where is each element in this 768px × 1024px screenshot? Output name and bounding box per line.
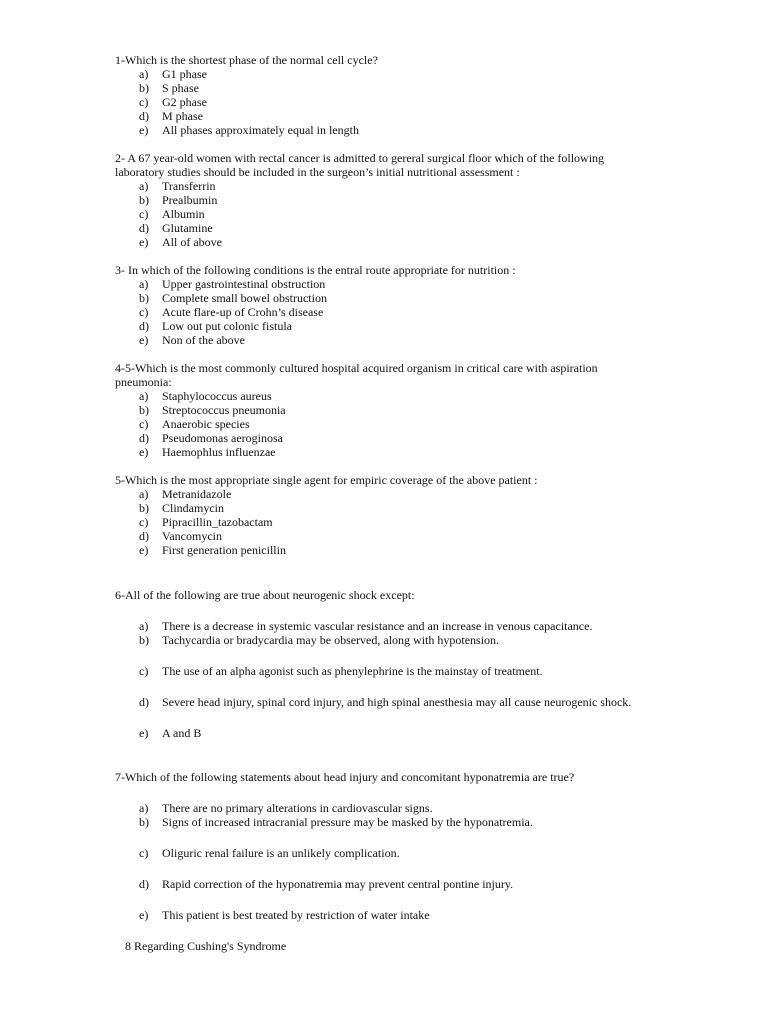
option-letter: d): [139, 431, 149, 445]
option-text: Low out put colonic fistula: [162, 319, 292, 333]
option-text: Albumin: [162, 207, 205, 221]
option-text: G2 phase: [162, 95, 207, 109]
option-text: Anaerobic species: [162, 417, 250, 431]
option-letter: c): [139, 664, 149, 678]
question-1: [115, 53, 655, 137]
option-text: M phase: [162, 109, 203, 123]
option-text: Haemophlus influenzae: [162, 445, 276, 459]
option-letter: a): [139, 619, 149, 633]
option-5d: [115, 529, 655, 543]
question-2: [115, 151, 655, 249]
option-letter: b): [139, 291, 149, 305]
option-text: Oliguric renal failure is an unlikely complication.: [162, 846, 400, 860]
question-4-5: [115, 361, 655, 459]
option-text: Acute flare-up of Crohn’s disease: [162, 305, 324, 319]
option-4a: [115, 389, 655, 403]
option-letter: c): [139, 95, 149, 109]
option-6d: [115, 695, 655, 709]
question-6: [115, 588, 655, 740]
option-2d: [115, 221, 655, 235]
question-3: [115, 263, 655, 347]
option-3a: [115, 277, 655, 291]
question-8-stem: 8 Regarding Cushing's Syndrome: [125, 939, 287, 953]
question-6-stem: 6-All of the following are true about neurogenic shock except:: [115, 588, 415, 602]
option-letter: a): [139, 801, 149, 815]
option-1e: [115, 123, 655, 137]
option-text: Prealbumin: [162, 193, 218, 207]
option-letter: a): [139, 277, 149, 291]
option-5e: [115, 543, 655, 557]
question-1-stem: 1-Which is the shortest phase of the normal cell cycle?: [115, 53, 378, 67]
option-3d: [115, 319, 655, 333]
option-2c: [115, 207, 655, 221]
option-letter: b): [139, 193, 149, 207]
option-3e: [115, 333, 655, 347]
option-text: Streptococcus pneumonia: [162, 403, 286, 417]
option-6e: [115, 726, 655, 740]
option-letter: c): [139, 417, 149, 431]
option-text: All of above: [162, 235, 222, 249]
option-letter: e): [139, 235, 149, 249]
option-7b: [115, 815, 655, 829]
option-5a: [115, 487, 655, 501]
option-letter: e): [139, 123, 149, 137]
option-6c: [115, 664, 655, 678]
option-text: Clindamycin: [162, 501, 224, 515]
option-4e: [115, 445, 655, 459]
option-7e: [115, 908, 655, 922]
option-text: There are no primary alterations in cardiovascular signs.: [162, 801, 433, 815]
option-4c: [115, 417, 655, 431]
option-letter: c): [139, 846, 149, 860]
option-4d: [115, 431, 655, 445]
option-letter: d): [139, 877, 149, 891]
option-3b: [115, 291, 655, 305]
option-letter: e): [139, 445, 149, 459]
option-text: Vancomycin: [162, 529, 222, 543]
option-letter: e): [139, 908, 149, 922]
option-text: The use of an alpha agonist such as phenylephrine is the mainstay of treatment.: [162, 664, 543, 678]
option-letter: b): [139, 633, 149, 647]
option-letter: a): [139, 487, 149, 501]
option-letter: b): [139, 81, 149, 95]
option-text: Severe head injury, spinal cord injury, and high spinal anesthesia may all cause neurogenic shock.: [162, 695, 632, 709]
option-letter: d): [139, 695, 149, 709]
option-letter: d): [139, 221, 149, 235]
option-text: Transferrin: [162, 179, 216, 193]
option-letter: b): [139, 501, 149, 515]
option-1d: [115, 109, 655, 123]
question-7-stem: 7-Which of the following statements about head injury and concomitant hyponatremia are true?: [115, 770, 575, 784]
question-3-stem: 3- In which of the following conditions is the entral route appropriate for nutrition :: [115, 263, 516, 277]
option-text: Staphylococcus aureus: [162, 389, 272, 403]
option-letter: e): [139, 333, 149, 347]
option-text: There is a decrease in systemic vascular resistance and an increase in venous capacitance.: [162, 619, 593, 633]
option-4b: [115, 403, 655, 417]
question-4-5-stem: 4-5-Which is the most commonly cultured hospital acquired organism in critical care with aspiration pneumonia:: [115, 361, 598, 389]
option-letter: c): [139, 305, 149, 319]
option-letter: e): [139, 543, 149, 557]
option-text: Signs of increased intracranial pressure may be masked by the hyponatremia.: [162, 815, 533, 829]
option-1a: [115, 67, 655, 81]
option-text: Tachycardia or bradycardia may be observed, along with hypotension.: [162, 633, 500, 647]
option-text: First generation penicillin: [162, 543, 286, 557]
option-text: All phases approximately equal in length: [162, 123, 359, 137]
option-6b: [115, 633, 655, 647]
option-5b: [115, 501, 655, 515]
option-letter: b): [139, 403, 149, 417]
option-6a: [115, 619, 655, 633]
option-text: This patient is best treated by restriction of water intake: [162, 908, 430, 922]
option-2a: [115, 179, 655, 193]
option-text: Non of the above: [162, 333, 245, 347]
question-8: [125, 939, 665, 953]
option-letter: c): [139, 515, 149, 529]
question-2-stem: 2- A 67 year-old women with rectal cancer is admitted to gereral surgical floor which of the following laboratory studies should be included in the surgeon’s initial nutritional assessment :: [115, 151, 605, 179]
option-letter: c): [139, 207, 149, 221]
question-5: [115, 473, 655, 557]
option-text: Pseudomonas aeroginosa: [162, 431, 283, 445]
option-text: Rapid correction of the hyponatremia may prevent central pontine injury.: [162, 877, 514, 891]
option-5c: [115, 515, 655, 529]
option-letter: b): [139, 815, 149, 829]
option-letter: a): [139, 67, 149, 81]
option-text: Complete small bowel obstruction: [162, 291, 327, 305]
option-text: Metranidazole: [162, 487, 232, 501]
option-7d: [115, 877, 655, 891]
option-letter: d): [139, 319, 149, 333]
option-letter: a): [139, 179, 149, 193]
question-7: [115, 770, 655, 922]
option-3c: [115, 305, 655, 319]
option-2e: [115, 235, 655, 249]
option-text: G1 phase: [162, 67, 207, 81]
option-text: Upper gastrointestinal obstruction: [162, 277, 326, 291]
option-1c: [115, 95, 655, 109]
option-text: A and B: [162, 726, 202, 740]
option-letter: a): [139, 389, 149, 403]
option-letter: d): [139, 529, 149, 543]
question-5-stem: 5-Which is the most appropriate single agent for empiric coverage of the above patient :: [115, 473, 538, 487]
option-letter: d): [139, 109, 149, 123]
option-7c: [115, 846, 655, 860]
option-7a: [115, 801, 655, 815]
option-letter: e): [139, 726, 149, 740]
option-text: S phase: [162, 81, 199, 95]
option-2b: [115, 193, 655, 207]
option-1b: [115, 81, 655, 95]
option-text: Pipracillin_tazobactam: [162, 515, 273, 529]
option-text: Glutamine: [162, 221, 213, 235]
